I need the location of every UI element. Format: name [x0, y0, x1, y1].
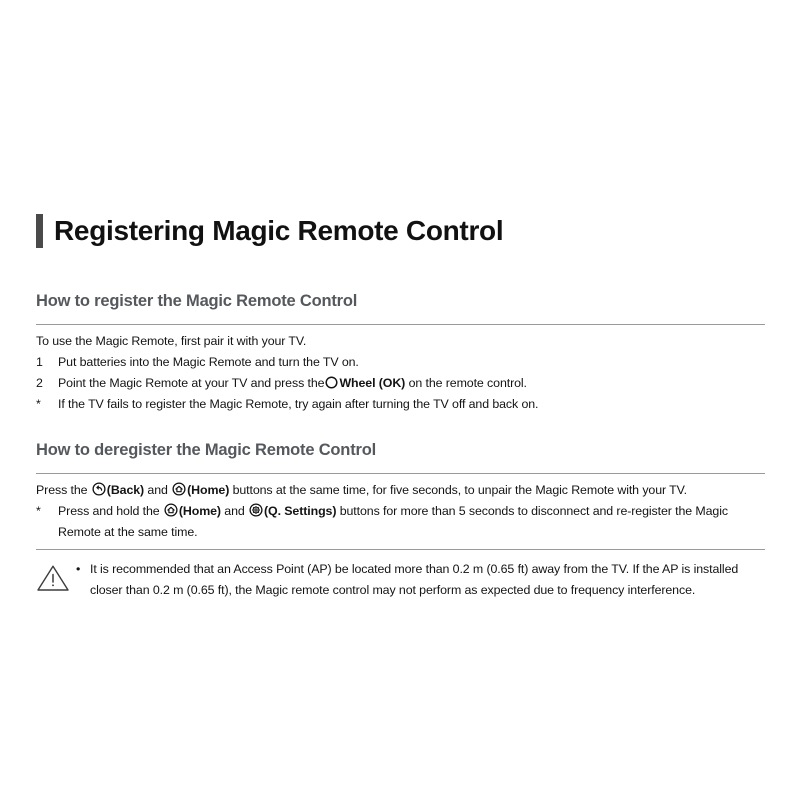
- warning-triangle-icon: [36, 559, 76, 598]
- step-bold-label: Wheel (OK): [339, 376, 406, 390]
- step-text-after: on the remote control.: [408, 376, 527, 390]
- wheel-ok-icon: [325, 376, 338, 389]
- step-marker: 2: [36, 376, 43, 390]
- note-text-1: Press and hold the: [58, 504, 160, 518]
- section-body-deregister: [36, 480, 768, 543]
- step-text: Put batteries into the Magic Remote and turn the TV on.: [58, 355, 359, 369]
- warning-bullet: •: [76, 562, 81, 576]
- deregister-note: [36, 501, 768, 543]
- q-settings-icon: [249, 503, 263, 517]
- warning-text: It is recommended that an Access Point (AP) be located more than 0.2 m (0.65 ft) away from the TV. If the AP is installed closer than 0.2 m (0.65 ft), the Magic remote control may not perform as expected due to frequency interference.: [90, 562, 739, 597]
- note-text: [58, 501, 768, 543]
- note-bold-2: (Q. Settings): [264, 504, 337, 518]
- step-text-before: Point the Magic Remote at your TV and press the: [58, 376, 325, 390]
- step-marker: 1: [36, 355, 43, 369]
- title-accent-bar: [36, 214, 43, 248]
- register-step-1: [36, 352, 768, 373]
- home-icon: [164, 503, 178, 517]
- deregister-bold-1: (Back): [106, 483, 145, 497]
- register-note: [36, 394, 768, 415]
- warning-note: [36, 559, 768, 601]
- deregister-text-1: Press the: [36, 483, 88, 497]
- note-text-3: buttons for more than 5 seconds to disconnect and re-register the Magic Remote at the same time.: [58, 504, 728, 539]
- note-marker: *: [36, 504, 41, 518]
- section-body-register: [36, 331, 768, 415]
- page-title: [36, 214, 503, 248]
- note-text-2: and: [224, 504, 245, 518]
- deregister-paragraph: [36, 480, 768, 501]
- note-bold-1: (Home): [178, 504, 221, 518]
- deregister-text-3: buttons at the same time, for five seconds, to unpair the Magic Remote with your TV.: [232, 483, 687, 497]
- section-heading-register: How to register the Magic Remote Control: [36, 292, 358, 310]
- section-divider-register: [36, 324, 765, 325]
- note-text: If the TV fails to register the Magic Remote, try again after turning the TV off and back on.: [58, 397, 539, 411]
- section-divider-deregister: [36, 473, 765, 474]
- back-icon: [92, 482, 106, 496]
- warning-divider: [36, 549, 765, 550]
- register-step-2: [36, 373, 768, 394]
- warning-body: [76, 559, 768, 601]
- register-intro: To use the Magic Remote, first pair it with your TV.: [36, 334, 307, 348]
- page-title-text: Registering Magic Remote Control: [54, 215, 504, 246]
- deregister-text-2: and: [147, 483, 168, 497]
- home-icon: [172, 482, 186, 496]
- section-heading-deregister: How to deregister the Magic Remote Control: [36, 441, 376, 459]
- note-marker: *: [36, 397, 41, 411]
- step-text: [58, 373, 768, 394]
- deregister-bold-2: (Home): [187, 483, 230, 497]
